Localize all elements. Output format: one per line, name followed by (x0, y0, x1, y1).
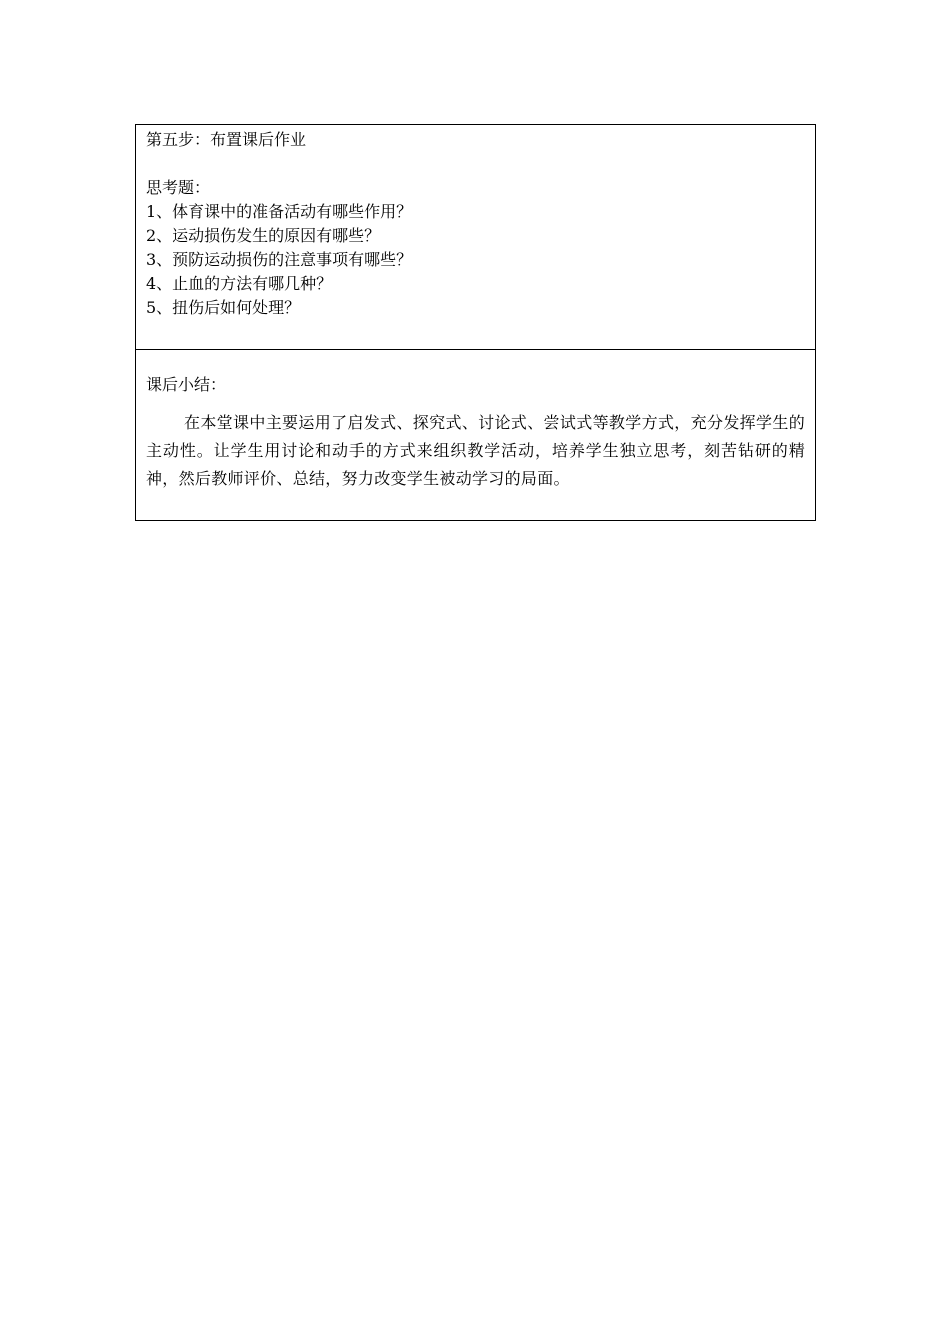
question-item: 5、扭伤后如何处理？ (146, 298, 301, 317)
summary-cell (136, 350, 815, 520)
questions-label: 思考题： (146, 178, 211, 197)
blank-line (146, 152, 805, 176)
summary-heading: 课后小结： (146, 375, 227, 394)
lesson-table (135, 124, 816, 521)
question-item: 2、运动损伤发生的原因有哪些？ (146, 226, 381, 245)
homework-heading: 第五步：布置课后作业 (146, 130, 307, 149)
homework-cell (136, 125, 815, 350)
question-item: 1、体育课中的准备活动有哪些作用？ (146, 202, 413, 221)
summary-paragraph: 在本堂课中主要运用了启发式、探究式、讨论式、尝试式等教学方式，充分发挥学生的主动性。让学生用讨论和动手的方式来组织教学活动，培养学生独立思考，刻苦钻研的精神，然后教师评价、总结，努力改变学生被动学习的局面。 (146, 413, 805, 488)
question-item: 4、止血的方法有哪几种？ (146, 274, 333, 293)
question-item: 3、预防运动损伤的注意事项有哪些？ (146, 250, 413, 269)
